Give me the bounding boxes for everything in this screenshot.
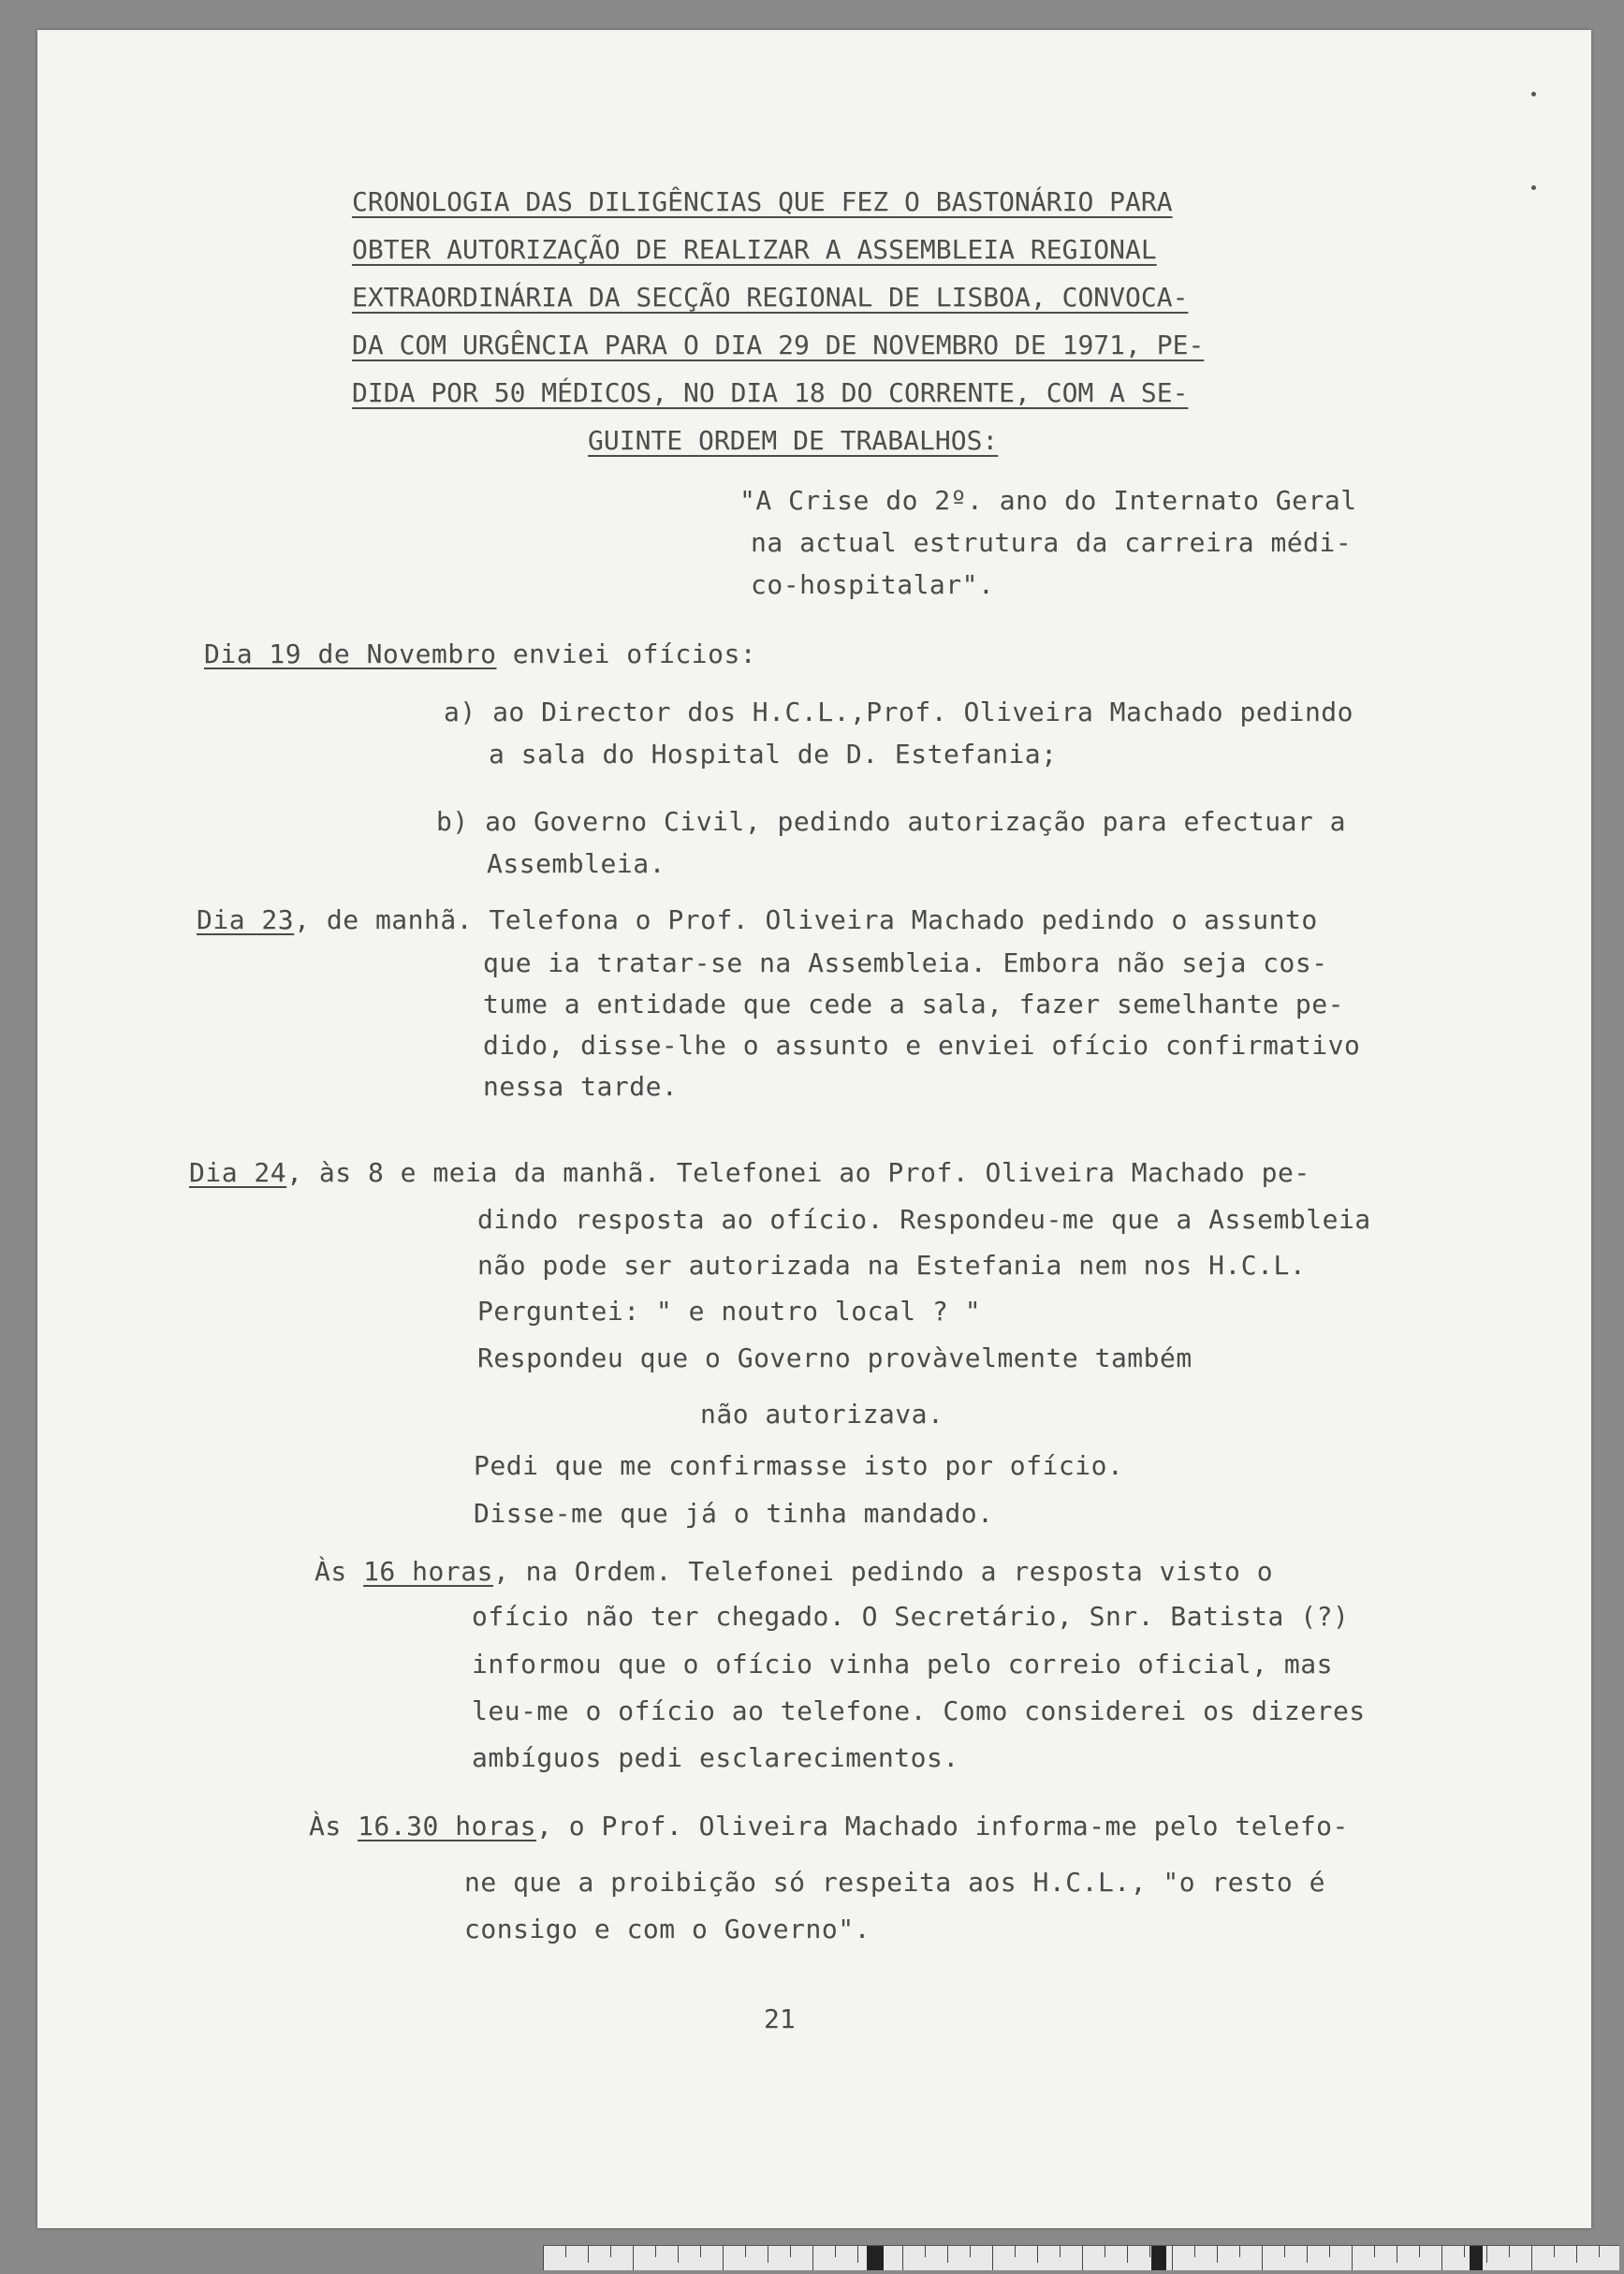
title-line: OBTER AUTORIZAÇÃO DE REALIZAR A ASSEMBLEIA REGIONAL: [352, 234, 1157, 265]
entry-text: , às 8 e meia da manhã. Telefonei ao Prof. Oliveira Machado pe-: [286, 1157, 1310, 1188]
entry-date: 16 horas: [363, 1556, 493, 1587]
entry-prefix: Às: [309, 1811, 358, 1841]
entry-text: , o Prof. Oliveira Machado informa-me pelo telefo-: [536, 1811, 1349, 1841]
entry-text: , de manhã. Telefona o Prof. Oliveira Machado pedindo o assunto: [294, 904, 1318, 935]
list-item-b: b) ao Governo Civil, pedindo autorização para efectuar a: [436, 806, 1347, 837]
list-item-a-continued: a sala do Hospital de D. Estefania;: [489, 739, 1058, 770]
document-page: [37, 30, 1591, 2228]
title-line: CRONOLOGIA DAS DILIGÊNCIAS QUE FEZ O BASTONÁRIO PARA: [352, 186, 1173, 217]
title-line: EXTRAORDINÁRIA DA SECÇÃO REGIONAL DE LISBOA, CONVOCA-: [352, 282, 1189, 313]
entry-line: ofício não ter chegado. O Secretário, Snr. Batista (?): [472, 1601, 1350, 1632]
entry-line: Disse-me que já o tinha mandado.: [474, 1498, 994, 1529]
entry-line: Respondeu que o Governo provàvelmente também: [477, 1342, 1192, 1373]
entry-line: Perguntei: " e noutro local ? ": [477, 1296, 982, 1327]
entry-prefix: Às: [315, 1556, 364, 1587]
entry-line: informou que o ofício vinha pelo correio oficial, mas: [472, 1649, 1333, 1680]
entry-line: leu-me o ofício ao telefone. Como considerei os dizeres: [472, 1695, 1366, 1726]
document-title: [352, 178, 1288, 464]
entry-date: 16.30 horas: [358, 1811, 537, 1841]
entry-line: tume a entidade que cede a sala, fazer semelhante pe-: [483, 989, 1344, 1020]
quote-line: "A Crise do 2º. ano do Internato Geral: [739, 485, 1357, 516]
entry-line: nessa tarde.: [483, 1071, 679, 1102]
entry-date: Dia 23: [197, 904, 295, 935]
entry-heading: [197, 904, 1318, 935]
scale-ruler: [543, 2245, 1619, 2270]
entry-line: não autorizava.: [700, 1399, 944, 1430]
list-item-b-continued: Assembleia.: [487, 848, 666, 879]
entry-line: não pode ser autorizada na Estefania nem nos H.C.L.: [477, 1250, 1307, 1281]
speck-mark: [1531, 185, 1536, 190]
entry-line: ne que a proibição só respeita aos H.C.L., "o resto é: [464, 1867, 1325, 1898]
list-item-a: a) ao Director dos H.C.L.,Prof. Oliveira Machado pedindo: [444, 697, 1354, 727]
page-number: 21: [764, 2003, 796, 2034]
entry-date: Dia 24: [189, 1157, 287, 1188]
quote-line: na actual estrutura da carreira médi-: [751, 527, 1353, 558]
entry-text: , na Ordem. Telefonei pedindo a resposta visto o: [492, 1556, 1274, 1587]
entry-line: dido, disse-lhe o assunto e enviei ofício confirmativo: [483, 1030, 1361, 1061]
entry-line: que ia tratar-se na Assembleia. Embora não seja cos-: [483, 947, 1328, 978]
entry-date: Dia 19 de Novembro: [204, 638, 497, 669]
entry-heading: [189, 1157, 1310, 1188]
entry-line: ambíguos pedi esclarecimentos.: [472, 1742, 959, 1773]
entry-heading: [204, 638, 756, 669]
title-line: DA COM URGÊNCIA PARA O DIA 29 DE NOVEMBRO DE 1971, PE-: [352, 330, 1205, 360]
quote-line: co-hospitalar".: [751, 569, 995, 600]
entry-line: consigo e com o Governo".: [464, 1914, 871, 1944]
entry-text: enviei ofícios:: [496, 638, 757, 669]
title-line: GUINTE ORDEM DE TRABALHOS:: [588, 425, 999, 456]
entry-heading: [315, 1556, 1273, 1587]
entry-line: dindo resposta ao ofício. Respondeu-me que a Assembleia: [477, 1204, 1371, 1235]
speck-mark: [1531, 92, 1536, 96]
title-line: DIDA POR 50 MÉDICOS, NO DIA 18 DO CORRENTE, COM A SE-: [352, 377, 1189, 408]
entry-heading: [309, 1811, 1349, 1841]
entry-line: Pedi que me confirmasse isto por ofício.: [474, 1450, 1124, 1481]
